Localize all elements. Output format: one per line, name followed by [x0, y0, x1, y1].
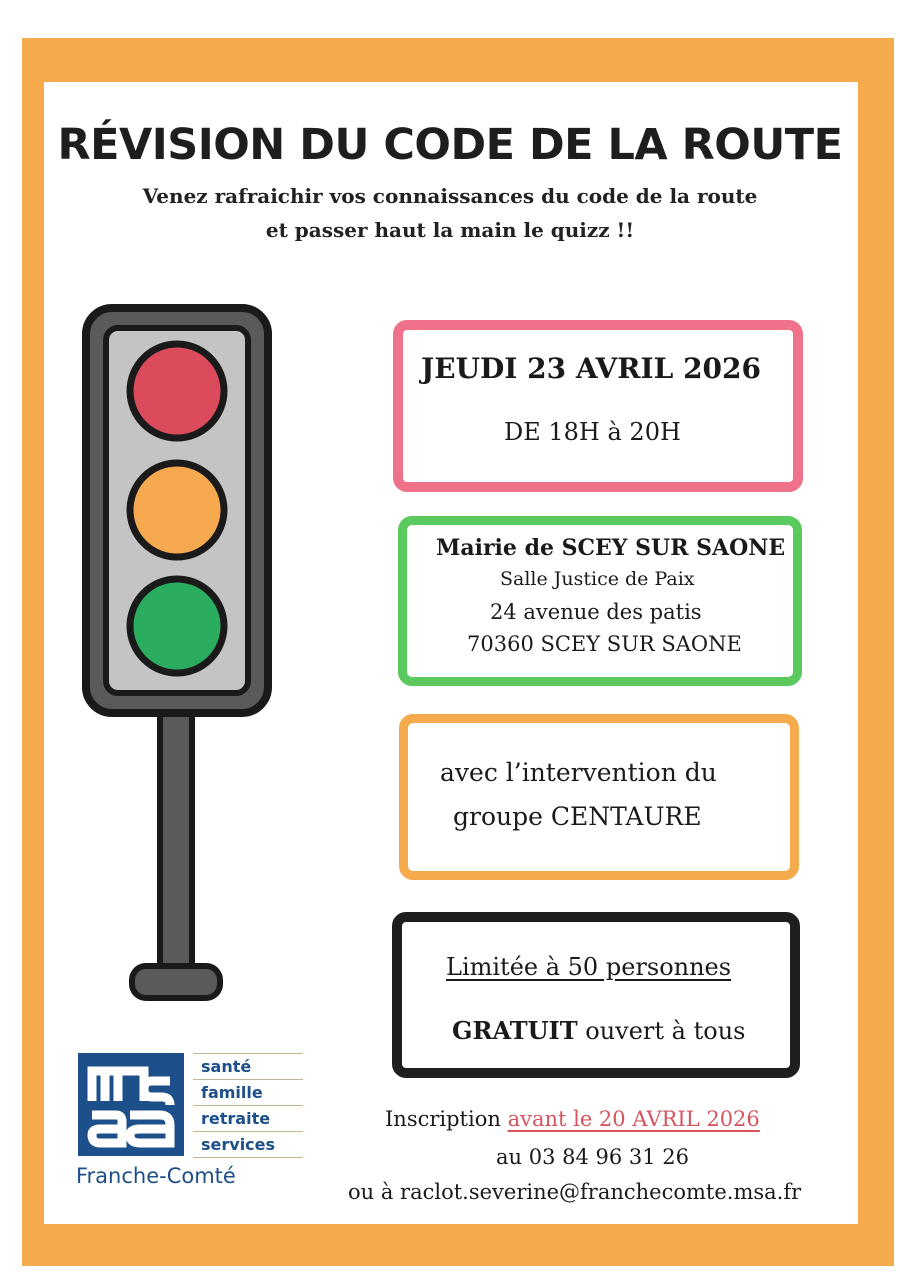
logo-line-sante: santé — [193, 1053, 303, 1079]
location-city: 70360 SCEY SUR SAONE — [467, 632, 742, 656]
msa-letters-icon — [78, 1053, 184, 1156]
registration-phone[interactable]: au 03 84 96 31 26 — [496, 1145, 690, 1169]
traffic-light-post — [160, 707, 192, 972]
intervention-box — [399, 714, 799, 880]
location-street: 24 avenue des patis — [490, 600, 702, 624]
conditions-box — [392, 912, 800, 1078]
free-label: GRATUIT — [452, 1016, 578, 1045]
logo-line-famille: famille — [193, 1079, 303, 1105]
subtitle-line-2: et passer haut la main le quizz !! — [265, 218, 635, 242]
intervention-line-1: avec l’intervention du — [440, 758, 717, 787]
msa-logo-mark — [78, 1053, 184, 1156]
registration-line — [385, 1107, 760, 1131]
red-light — [130, 344, 224, 438]
registration-email[interactable]: ou à raclot.severine@franchecomte.msa.fr — [348, 1180, 802, 1204]
event-date: JEUDI 23 AVRIL 2026 — [421, 352, 761, 385]
intervention-line-2: groupe CENTAURE — [453, 802, 702, 831]
poster-title: RÉVISION DU CODE DE LA ROUTE — [57, 120, 843, 170]
green-light — [130, 579, 224, 673]
logo-line-retraite: retraite — [193, 1105, 303, 1131]
registration-prefix: Inscription — [385, 1107, 508, 1131]
traffic-light-base — [132, 966, 220, 998]
amber-light — [130, 463, 224, 557]
date-box — [393, 320, 803, 492]
registration-deadline: avant le 20 AVRIL 2026 — [507, 1107, 760, 1131]
attendance-limit: Limitée à 50 personnes — [446, 953, 732, 981]
event-hours: DE 18H à 20H — [504, 418, 681, 446]
logo-line-services: services — [193, 1131, 303, 1158]
location-name: Mairie de SCEY SUR SAONE — [436, 535, 786, 561]
free-detail: ouvert à tous — [577, 1017, 746, 1045]
traffic-light-icon — [80, 302, 280, 1008]
free-entry — [452, 1016, 745, 1045]
msa-logo-region: Franche-Comté — [76, 1164, 236, 1188]
location-room: Salle Justice de Paix — [500, 568, 695, 590]
msa-logo-tagline — [193, 1053, 303, 1158]
subtitle-line-1: Venez rafraichir vos connaissances du code de la route — [142, 184, 758, 208]
